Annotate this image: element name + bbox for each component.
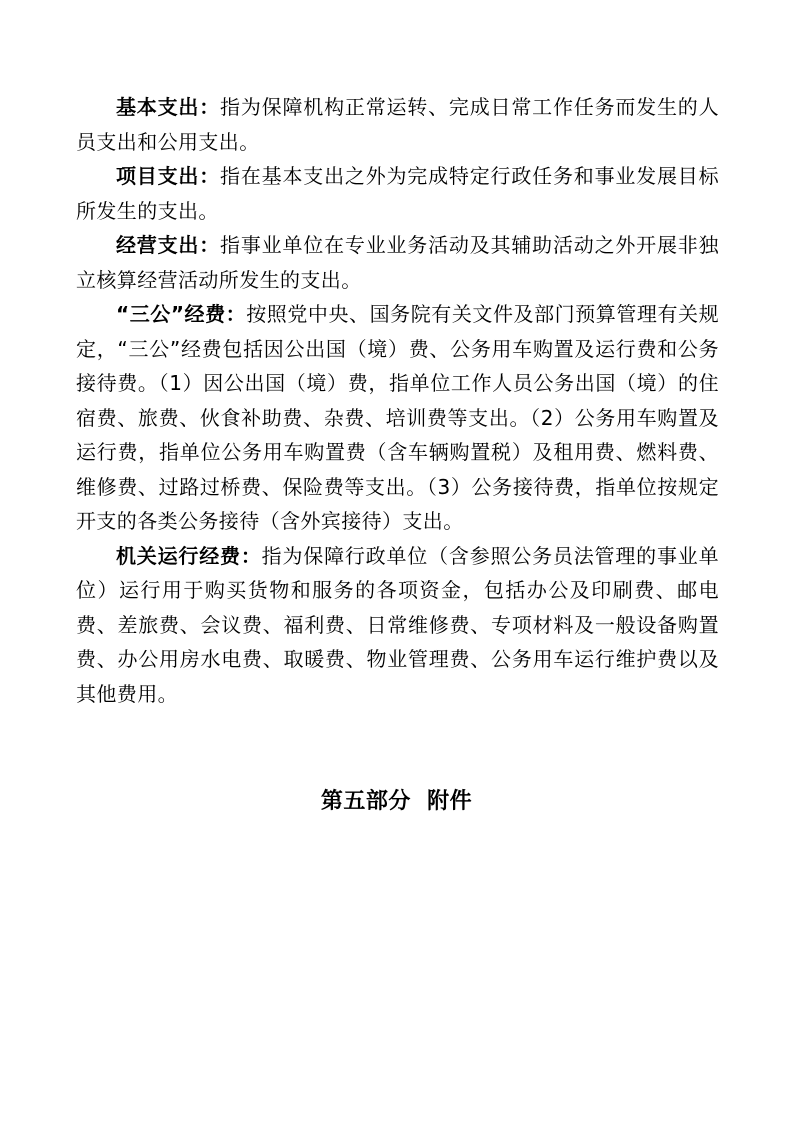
definition-text: 指事业单位在专业业务活动及其辅助活动之外开展非独立核算经营活动所发生的支出。 xyxy=(76,233,720,292)
definition-text: 按照党中央、国务院有关文件及部门预算管理有关规定，“三公”经费包括因公出国（境）费、公务用车购置及运行费和公务接待费。（1）因公出国（境）费，指单位工作人员公务出国（境）的住宿费、旅费、伙食补助费、杂费、培训费等支出。（2）公务用车购置及运行费，指单位公务用车购置费（含车辆购置税）及租用费、燃料费、维修费、过路过桥费、保险费等支出。（3）公务接待费，指单位按规定开支的各类公务接待（含外宾接待）支出。 xyxy=(76,302,720,533)
definition-three-public-expenses xyxy=(76,297,719,539)
definition-project-expenditure xyxy=(76,159,719,228)
definition-text: 指为保障机构正常运转、完成日常工作任务而发生的人员支出和公用支出。 xyxy=(76,95,720,154)
term-label: 基本支出： xyxy=(116,95,221,119)
term-label: 项目支出： xyxy=(116,164,221,188)
document-body xyxy=(76,90,719,711)
definition-operating-expenditure xyxy=(76,228,719,297)
definition-basic-expenditure xyxy=(76,90,719,159)
term-label: 经营支出： xyxy=(116,233,221,257)
term-label: 机关运行经费： xyxy=(116,543,262,568)
definition-agency-operating-expenses xyxy=(76,539,719,712)
section-title: 第五部分 附件 xyxy=(320,789,473,814)
term-label: “三公”经费： xyxy=(116,302,247,326)
definition-text: 指在基本支出之外为完成特定行政任务和事业发展目标所发生的支出。 xyxy=(76,164,720,223)
definition-text: 指为保障行政单位（含参照公务员法管理的事业单位）运行用于购买货物和服务的各项资金，包括办公及印刷费、邮电费、差旅费、会议费、福利费、日常维修费、专项材料及一般设备购置费、办公用房水电费、取暖费、物业管理费、公务用车运行维护费以及其他费用。 xyxy=(76,543,719,706)
